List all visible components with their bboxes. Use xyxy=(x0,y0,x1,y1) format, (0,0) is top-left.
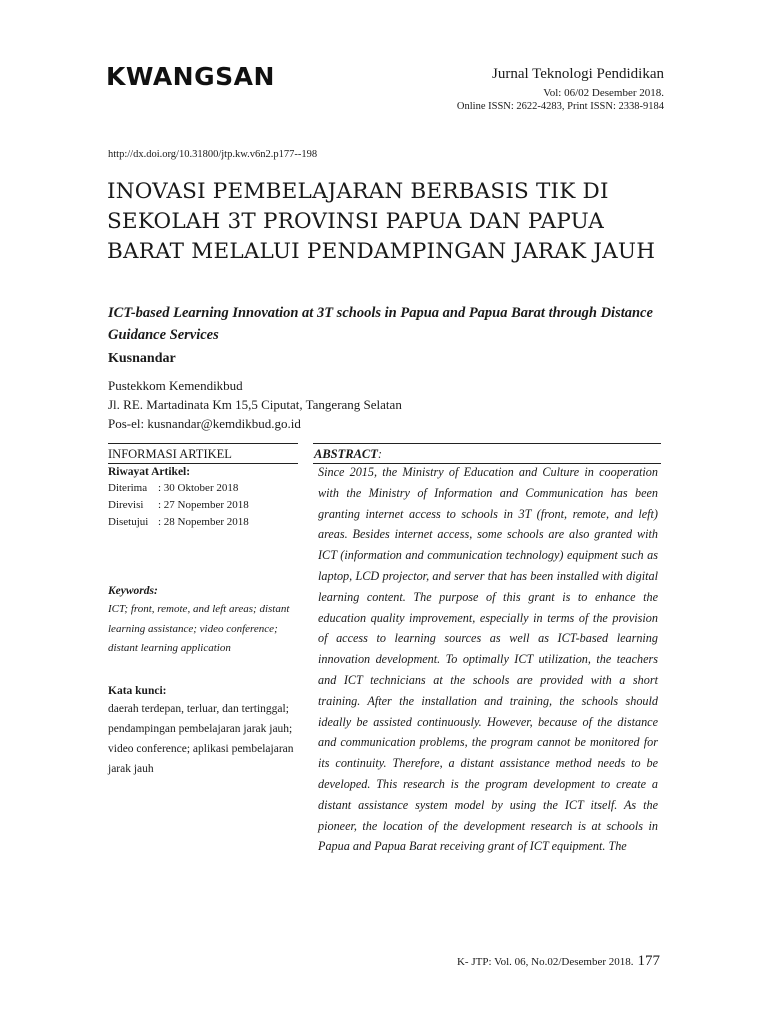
author-name: Kusnandar xyxy=(108,351,176,366)
history-value: : 28 Nopember 2018 xyxy=(158,516,249,528)
abstract-heading-label: ABSTRACT xyxy=(314,447,378,461)
journal-name: Jurnal Teknologi Pendidikan xyxy=(492,66,664,82)
history-label: Disetujui xyxy=(108,516,149,528)
history-value: : 27 Nopember 2018 xyxy=(158,499,249,511)
footer-citation: K- JTP: Vol. 06, No.02/Desember 2018. xyxy=(456,956,634,968)
affiliation-address: Jl. RE. Martadinata Km 15,5 Ciputat, Tangerang Selatan xyxy=(108,397,402,412)
info-bottom-rule xyxy=(108,463,298,464)
history-title: Riwayat Artikel: xyxy=(108,466,191,478)
keywords-title: Keywords: xyxy=(108,585,158,597)
affiliation-email: Pos-el: kusnandar@kemdikbud.go.id xyxy=(108,416,301,431)
history-value: : 30 Oktober 2018 xyxy=(158,482,239,494)
journal-issn: Online ISSN: 2622-4283, Print ISSN: 2338-9184 xyxy=(456,101,664,112)
history-row xyxy=(108,480,298,497)
history-row xyxy=(108,497,298,514)
journal-logo: KWANGSAN xyxy=(106,62,275,91)
article-info-column xyxy=(108,466,298,779)
abstract-body: Since 2015, the Ministry of Education and Culture in cooperation with the Ministry of Information and Communication has been granting internet access to schools in 3T (front, remote, and left) areas. Besides internet access, some schools are also granted with ICT (information and communication technology) equipment such as laptop, LCD projector, and server that has been installed with digital learning content. The purpose of this grant is to enhance the education quality improvement, especially in terms of the provision of access to learning sources as well as ICT-based learning innovation development. To optimally ICT utilization, the teachers and ICT technicians at the schools are provided with a short training. After the installation and training, the schools should ideally be assisted continuously. However, because of the distance and communication problems, the program cannot be monitored for its continuity. Therefore, a distant assistance method needs to be developed. This research is the program development to create a distant assistance system model by using the ICT itself. As the pioneer, the location of the development research is at schools in Papua and Papua Barat receiving grant of ICT equipment. The xyxy=(318,465,658,854)
article-subtitle: ICT-based Learning Innovation at 3T schools in Papua and Papua Barat through Distance Guidance Services xyxy=(108,305,653,343)
info-heading: INFORMASI ARTIKEL xyxy=(108,447,232,461)
abstract-heading-colon: : xyxy=(377,447,383,461)
page-footer xyxy=(457,952,660,970)
history-label: Diterima xyxy=(108,482,148,494)
abstract-top-rule xyxy=(313,443,661,444)
page-number: 177 xyxy=(637,953,660,969)
history-label: Direvisi xyxy=(108,499,144,511)
kata-kunci-title: Kata kunci: xyxy=(108,684,167,697)
history-row xyxy=(108,514,298,531)
keywords-text: ICT; front, remote, and left areas; distant learning assistance; video conference; distant learning application xyxy=(108,603,290,654)
doi-link[interactable]: http://dx.doi.org/10.31800/jtp.kw.v6n2.p177--198 xyxy=(108,149,318,160)
author-affiliation xyxy=(108,376,402,433)
kata-kunci-text: daerah terdepan, terluar, dan tertinggal; pendampingan pembelajaran jarak jauh; video conference; aplikasi pembelajaran jarak jauh xyxy=(108,702,294,775)
abstract-heading xyxy=(314,447,382,462)
affiliation-institution: Pustekkom Kemendikbud xyxy=(108,378,243,393)
info-top-rule xyxy=(108,443,298,444)
journal-volume: Vol: 06/02 Desember 2018. xyxy=(543,87,664,99)
article-title: INOVASI PEMBELAJARAN BERBASIS TIK DI SEKOLAH 3T PROVINSI PAPUA DAN PAPUA BARAT MELALUI PENDAMPINGAN JARAK JAUH xyxy=(107,179,656,264)
